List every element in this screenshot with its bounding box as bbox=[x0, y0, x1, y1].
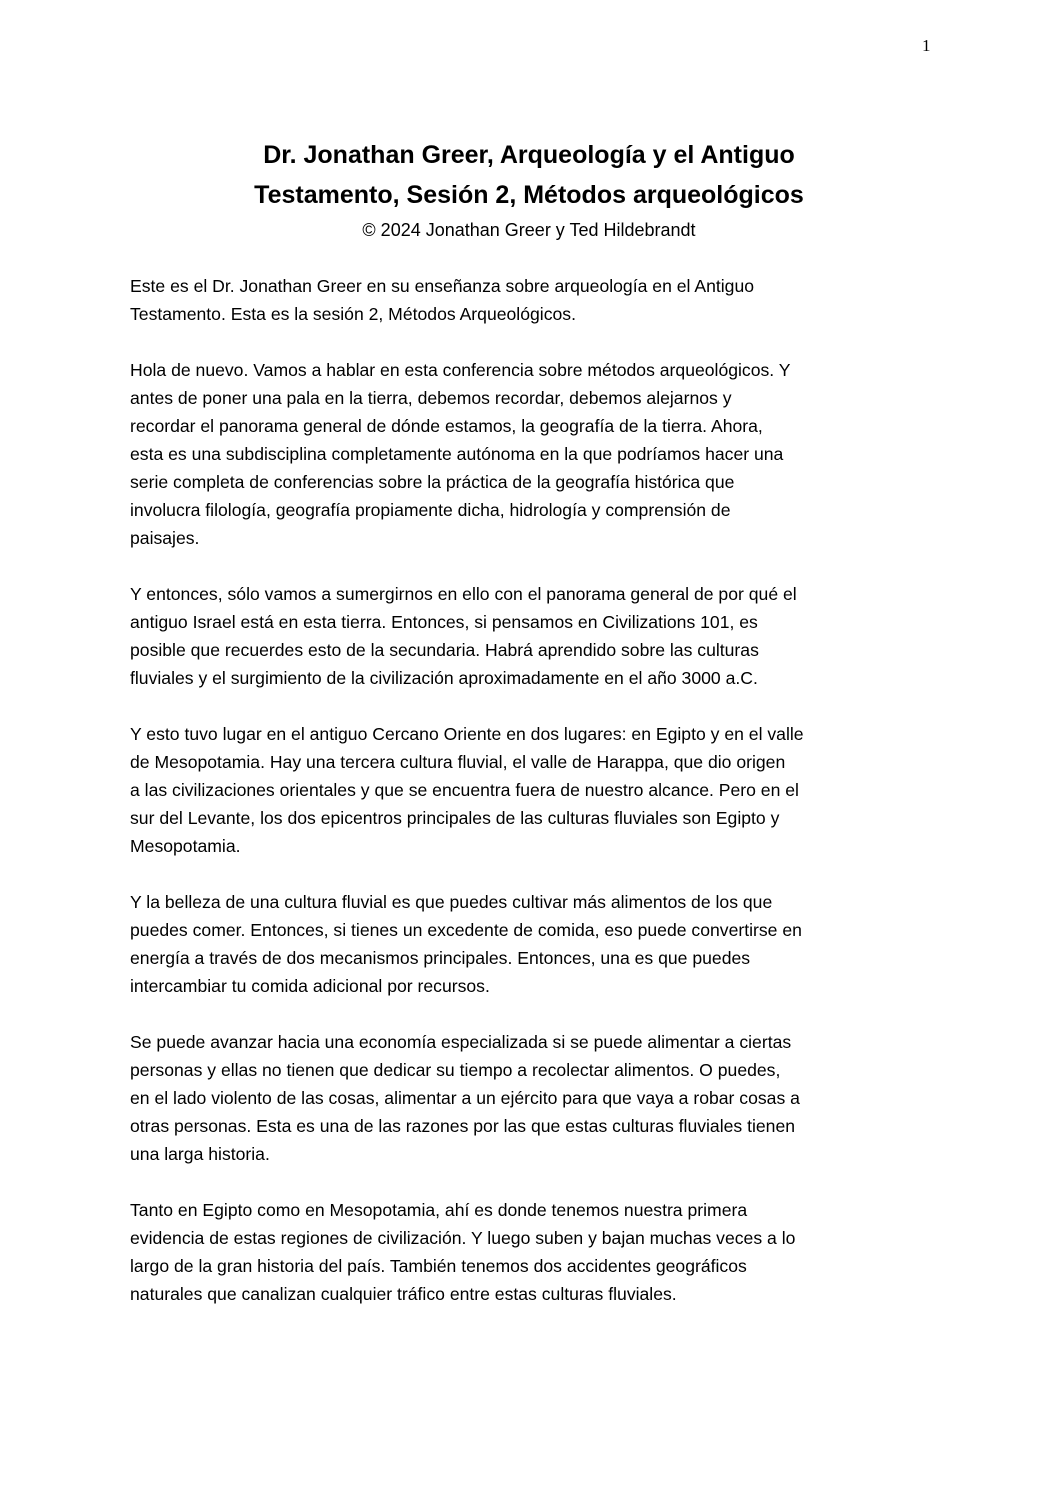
text-line: en el lado violento de las cosas, alimentar a un ejército para que vaya a robar cosas a bbox=[130, 1088, 800, 1108]
text-line: Testamento. Esta es la sesión 2, Métodos Arqueológicos. bbox=[130, 304, 576, 324]
paragraph bbox=[130, 1028, 804, 1168]
text-line: esta es una subdisciplina completamente autónoma en la que podríamos hacer una bbox=[130, 444, 784, 464]
text-line: Hola de nuevo. Vamos a hablar en esta conferencia sobre métodos arqueológicos. Y bbox=[130, 360, 791, 380]
text-line: evidencia de estas regiones de civilización. Y luego suben y bajan muchas veces a lo bbox=[130, 1228, 796, 1248]
text-line: Y la belleza de una cultura fluvial es que puedes cultivar más alimentos de los que bbox=[130, 892, 773, 912]
text-line: una larga historia. bbox=[130, 1144, 270, 1164]
text-line: involucra filología, geografía propiamente dicha, hidrología y comprensión de bbox=[130, 500, 731, 520]
document-body bbox=[130, 272, 804, 1336]
text-line: serie completa de conferencias sobre la práctica de la geografía histórica que bbox=[130, 472, 735, 492]
title-line: Testamento, Sesión 2, Métodos arqueológicos bbox=[254, 181, 804, 209]
paragraph bbox=[130, 272, 804, 328]
text-line: fluviales y el surgimiento de la civilización aproximadamente en el año 3000 a.C. bbox=[130, 668, 758, 688]
text-line: intercambiar tu comida adicional por recursos. bbox=[130, 976, 490, 996]
title-line: Dr. Jonathan Greer, Arqueología y el Antiguo bbox=[263, 141, 795, 169]
paragraph bbox=[130, 720, 804, 860]
text-line: naturales que canalizan cualquier tráfico entre estas culturas fluviales. bbox=[130, 1284, 677, 1304]
paragraph bbox=[130, 1196, 804, 1308]
text-line: antes de poner una pala en la tierra, debemos recordar, debemos alejarnos y bbox=[130, 388, 732, 408]
document-title bbox=[0, 135, 1058, 215]
text-line: Se puede avanzar hacia una economía especializada si se puede alimentar a ciertas bbox=[130, 1032, 792, 1052]
text-line: de Mesopotamia. Hay una tercera cultura fluvial, el valle de Harappa, que dio origen bbox=[130, 752, 786, 772]
paragraph bbox=[130, 580, 804, 692]
text-line: recordar el panorama general de dónde estamos, la geografía de la tierra. Ahora, bbox=[130, 416, 763, 436]
text-line: Este es el Dr. Jonathan Greer en su enseñanza sobre arqueología en el Antiguo bbox=[130, 276, 755, 296]
text-line: energía a través de dos mecanismos principales. Entonces, una es que puedes bbox=[130, 948, 751, 968]
text-line: sur del Levante, los dos epicentros principales de las culturas fluviales son Egipto y bbox=[130, 808, 780, 828]
text-line: Tanto en Egipto como en Mesopotamia, ahí es donde tenemos nuestra primera bbox=[130, 1200, 748, 1220]
copyright-notice: © 2024 Jonathan Greer y Ted Hildebrandt bbox=[362, 220, 696, 240]
text-line: Mesopotamia. bbox=[130, 836, 241, 856]
paragraph bbox=[130, 356, 804, 552]
text-line: largo de la gran historia del país. También tenemos dos accidentes geográficos bbox=[130, 1256, 747, 1276]
text-line: otras personas. Esta es una de las razones por las que estas culturas fluviales tienen bbox=[130, 1116, 796, 1136]
text-line: antiguo Israel está en esta tierra. Entonces, si pensamos en Civilizations 101, es bbox=[130, 612, 758, 632]
text-line: a las civilizaciones orientales y que se encuentra fuera de nuestro alcance. Pero en el bbox=[130, 780, 799, 800]
paragraph bbox=[130, 888, 804, 1000]
page-number: 1 bbox=[922, 36, 931, 55]
text-line: paisajes. bbox=[130, 528, 200, 548]
text-line: Y esto tuvo lugar en el antiguo Cercano Oriente en dos lugares: en Egipto y en el valle bbox=[130, 724, 804, 744]
text-line: Y entonces, sólo vamos a sumergirnos en ello con el panorama general de por qué el bbox=[130, 584, 797, 604]
text-line: puedes comer. Entonces, si tienes un excedente de comida, eso puede convertirse en bbox=[130, 920, 802, 940]
text-line: personas y ellas no tienen que dedicar su tiempo a recolectar alimentos. O puedes, bbox=[130, 1060, 781, 1080]
text-line: posible que recuerdes esto de la secundaria. Habrá aprendido sobre las culturas bbox=[130, 640, 759, 660]
